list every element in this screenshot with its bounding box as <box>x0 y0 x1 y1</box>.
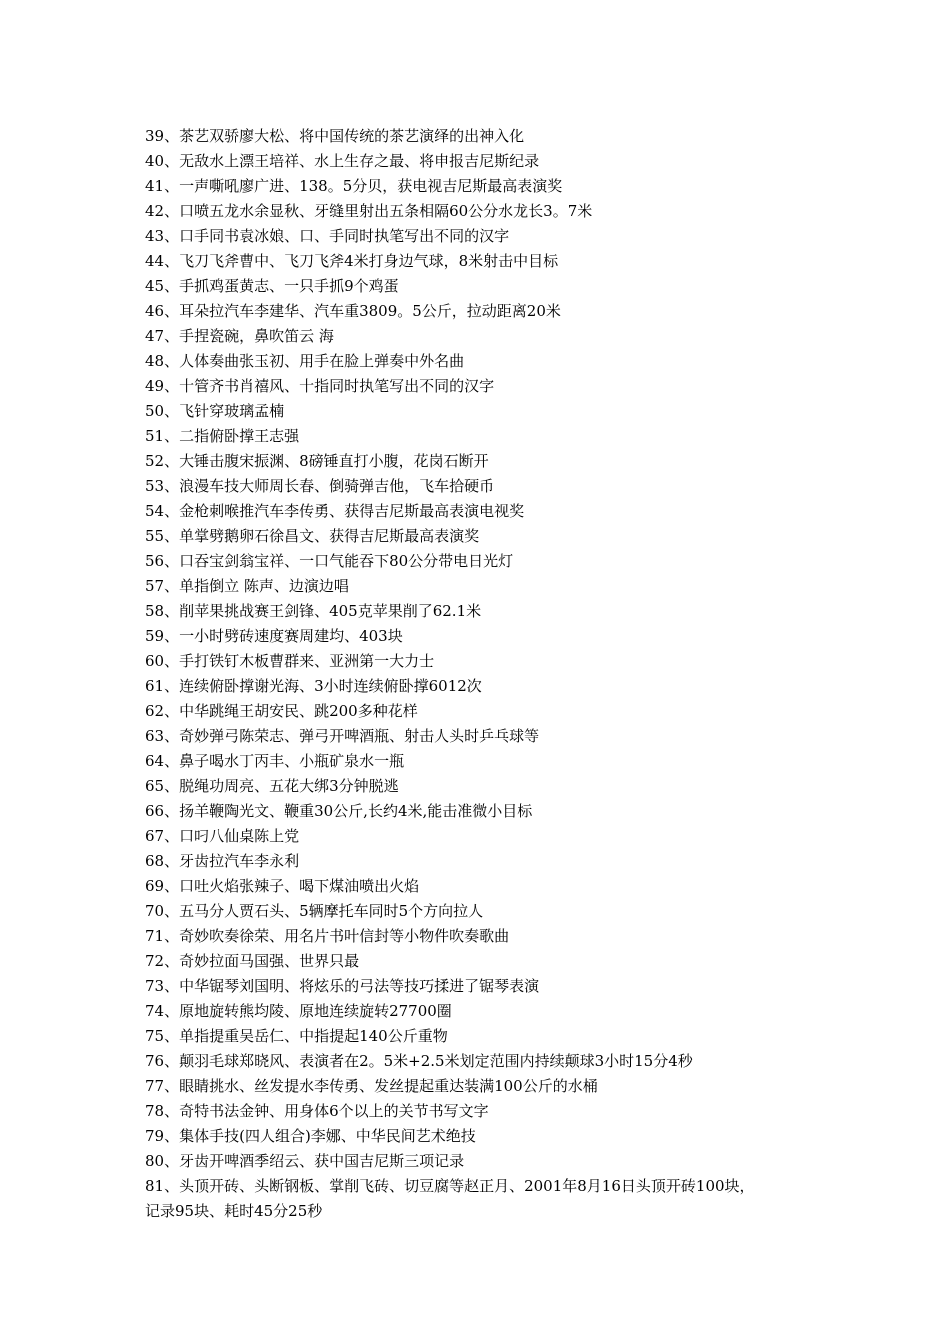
text-line: 58、削苹果挑战赛王剑锋、405克苹果削了62.1米 <box>145 602 482 620</box>
text-line: 61、连续俯卧撑谢光海、3小时连续俯卧撑6012次 <box>145 677 482 695</box>
text-line: 46、耳朵拉汽车李建华、汽车重3809。5公斤，拉动距离20米 <box>145 302 561 320</box>
text-line: 43、口手同书袁冰娘、口、手同时执笔写出不同的汉字 <box>145 227 510 245</box>
text-line: 70、五马分人贾石头、5辆摩托车同时5个方向拉人 <box>145 902 484 920</box>
text-line: 68、牙齿拉汽车李永利 <box>145 852 300 870</box>
text-line: 48、人体奏曲张玉初、用手在脸上弹奏中外名曲 <box>145 352 465 370</box>
text-line: 39、茶艺双骄廖大松、将中国传统的茶艺演绎的出神入化 <box>145 127 525 145</box>
text-line: 53、浪漫车技大师周长春、倒骑弹吉他，飞车拾硬币 <box>145 477 495 495</box>
text-line: 63、奇妙弹弓陈荣志、弹弓开啤酒瓶、射击人头时乒乓球等 <box>145 727 540 745</box>
text-line: 78、奇特书法金钟、用身体6个以上的关节书写文字 <box>145 1102 489 1120</box>
text-line: 50、飞针穿玻璃孟楠 <box>145 402 285 420</box>
text-line: 73、中华锯琴刘国明、将炫乐的弓法等技巧揉进了锯琴表演 <box>145 977 540 995</box>
text-line: 52、大锤击腹宋振渊、8磅锤直打小腹，花岗石断开 <box>145 452 489 470</box>
text-line: 47、手捏瓷碗，鼻吹笛云 海 <box>145 327 334 345</box>
text-line: 66、扬羊鞭陶光文、鞭重30公斤,长约4米,能击准微小目标 <box>145 802 533 820</box>
text-line: 59、一小时劈砖速度赛周建均、403块 <box>145 627 403 645</box>
text-line: 57、单指倒立 陈声、边演边唱 <box>145 577 349 595</box>
text-line: 记录95块、耗时45分25秒 <box>145 1202 323 1220</box>
text-line: 74、原地旋转熊均陵、原地连续旋转27700圈 <box>145 1002 452 1020</box>
text-line: 56、口吞宝剑翁宝祥、一口气能吞下80公分带电日光灯 <box>145 552 514 570</box>
text-line: 81、头顶开砖、头断钢板、掌削飞砖、切豆腐等赵正月、2001年8月16日头顶开砖100块， <box>145 1177 755 1195</box>
text-line: 51、二指俯卧撑王志强 <box>145 427 300 445</box>
text-line: 54、金枪刺喉推汽车李传勇、获得吉尼斯最高表演电视奖 <box>145 502 525 520</box>
text-line: 49、十管齐书肖禧风、十指同时执笔写出不同的汉字 <box>145 377 495 395</box>
text-line: 60、手打铁钉木板曹群来、亚洲第一大力士 <box>145 652 435 670</box>
text-line: 80、牙齿开啤酒季绍云、获中国吉尼斯三项记录 <box>145 1152 465 1170</box>
text-line: 40、无敌水上漂王培祥、水上生存之最、将申报吉尼斯纪录 <box>145 152 540 170</box>
text-line: 45、手抓鸡蛋黄志、一只手抓9个鸡蛋 <box>145 277 399 295</box>
text-line: 44、飞刀飞斧曹中、飞刀飞斧4米打身边气球，8米射击中目标 <box>145 252 559 270</box>
text-line: 65、脱绳功周亮、五花大绑3分钟脱逃 <box>145 777 399 795</box>
text-line: 72、奇妙拉面马国强、世界只最 <box>145 952 360 970</box>
text-line: 77、眼睛挑水、丝发提水李传勇、发丝提起重达装满100公斤的水桶 <box>145 1077 598 1095</box>
text-line: 75、单指提重吴岳仁、中指提起140公斤重物 <box>145 1027 448 1045</box>
text-line: 71、奇妙吹奏徐荣、用名片书叶信封等小物件吹奏歌曲 <box>145 927 510 945</box>
text-line: 64、鼻子喝水丁丙丰、小瓶矿泉水一瓶 <box>145 752 405 770</box>
text-line: 67、口叼八仙桌陈上党 <box>145 827 300 845</box>
text-line: 41、一声嘶吼廖广进、138。5分贝，获电视吉尼斯最高表演奖 <box>145 177 563 195</box>
text-line: 69、口吐火焰张辣子、喝下煤油喷出火焰 <box>145 877 420 895</box>
document-body <box>145 124 825 1224</box>
text-line: 62、中华跳绳王胡安民、跳200多种花样 <box>145 702 418 720</box>
text-line: 55、单掌劈鹅卵石徐昌文、获得吉尼斯最高表演奖 <box>145 527 480 545</box>
text-line: 79、集体手技(四人组合)李娜、中华民间艺术绝技 <box>145 1127 476 1145</box>
text-line: 76、颠羽毛球郑晓风、表演者在2。5米+2.5米划定范围内持续颠球3小时15分4秒 <box>145 1052 693 1070</box>
text-line: 42、口喷五龙水余显秋、牙缝里射出五条相隔60公分水龙长3。7米 <box>145 202 593 220</box>
